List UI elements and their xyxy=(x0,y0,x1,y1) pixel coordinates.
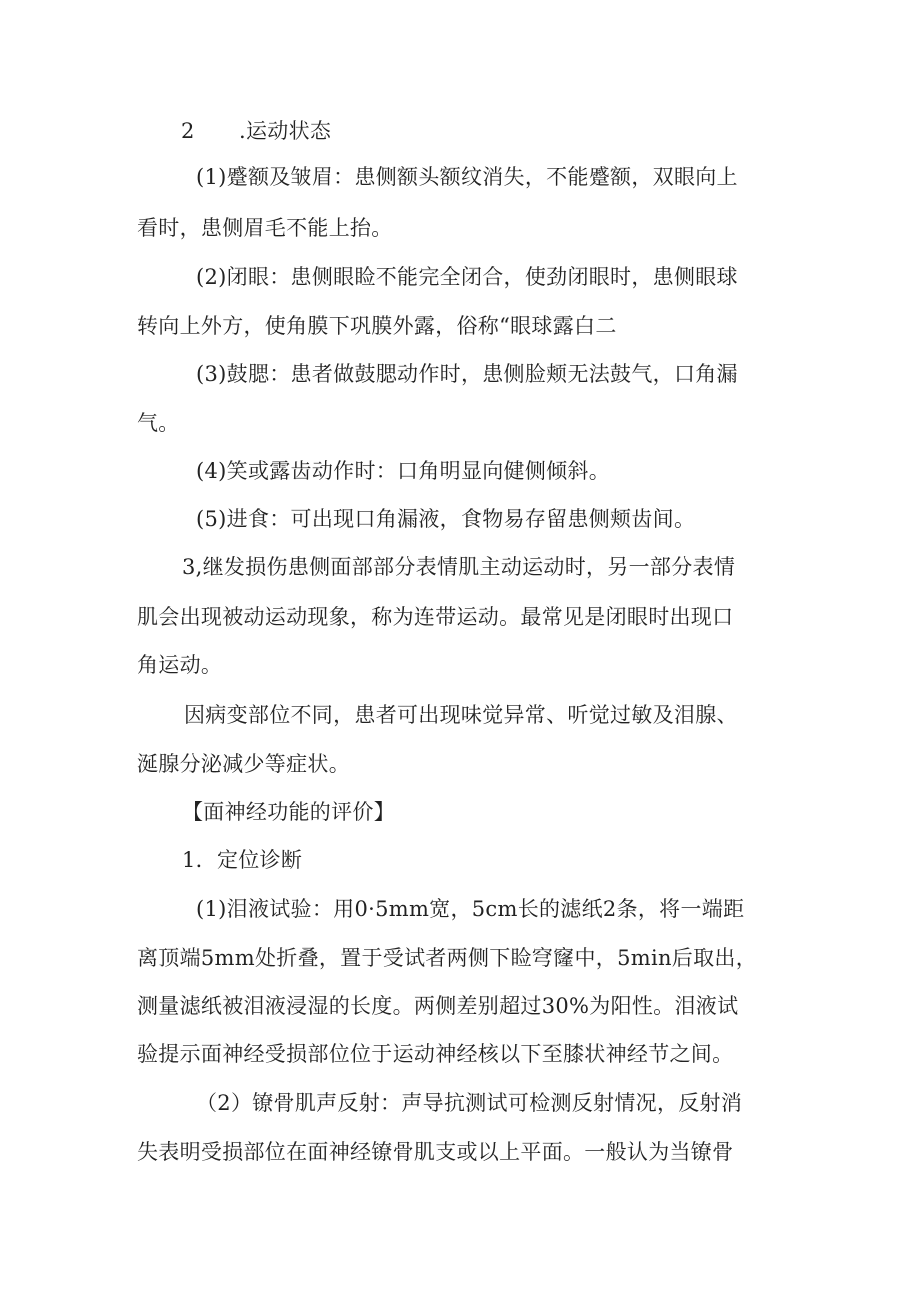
paragraph-line: 测量滤纸被泪液浸湿的长度。两侧差别超过30%为阳性。泪液试 xyxy=(137,994,739,1018)
paragraph-line: (1)泪液试验：用0·5mm宽，5cm长的滤纸2条，将一端距 xyxy=(196,897,745,921)
paragraph-line: （2）镣骨肌声反射：声导抗测试可检测反射情况，反射消 xyxy=(196,1091,743,1115)
paragraph-line: 角运动。 xyxy=(137,653,223,677)
paragraph-line: 3,继发损伤患侧面部部分表情肌主动运动时，另一部分表情 xyxy=(182,555,736,579)
paragraph-line: 看时，患侧眉毛不能上抬。 xyxy=(137,216,393,240)
paragraph-line: (3)鼓腮：患者做鼓腮动作时，患侧脸颊无法鼓气，口角漏 xyxy=(196,362,738,386)
paragraph-line: (4)笑或露齿动作时：口角明显向健侧倾斜。 xyxy=(196,459,611,483)
paragraph-line: (1)蹙额及皱眉：患侧额头额纹消失，不能蹙额，双眼向上 xyxy=(196,165,738,189)
paragraph-line: 肌会出现被动运动现象，称为连带运动。最常见是闭眼时出现口 xyxy=(137,605,734,629)
paragraph-line: 离顶端5mm处折叠，置于受试者两侧下睑穹窿中，5min后取出， xyxy=(137,946,757,970)
paragraph-line: 验提示面神经受损部位位于运动神经核以下至膝状神经节之间。 xyxy=(137,1042,734,1066)
section-heading-motor-status xyxy=(181,116,331,146)
paragraph-line: (5)进食：可出现口角漏液，食物易存留患侧颊齿间。 xyxy=(196,507,696,531)
section-number: 2 xyxy=(181,119,195,143)
section-title: .运动状态 xyxy=(239,119,332,143)
subsection-heading-localization: 1．定位诊断 xyxy=(182,848,303,872)
paragraph-line: 转向上外方，使角膜下巩膜外露，俗称“眼球露白二 xyxy=(137,314,617,338)
paragraph-line: 失表明受损部位在面神经镣骨肌支或以上平面。一般认为当镣骨 xyxy=(137,1140,734,1164)
paragraph-line: 因病变部位不同，患者可出现味觉异常、听觉过敏及泪腺、 xyxy=(184,703,738,727)
paragraph-line: 涎腺分泌减少等症状。 xyxy=(137,752,350,776)
section-heading-facial-nerve-evaluation: 【面神经功能的评价】 xyxy=(182,800,395,824)
paragraph-line: 气。 xyxy=(137,411,180,435)
paragraph-line: (2)闭眼：患侧眼睑不能完全闭合，使劲闭眼时，患侧眼球 xyxy=(196,265,738,289)
